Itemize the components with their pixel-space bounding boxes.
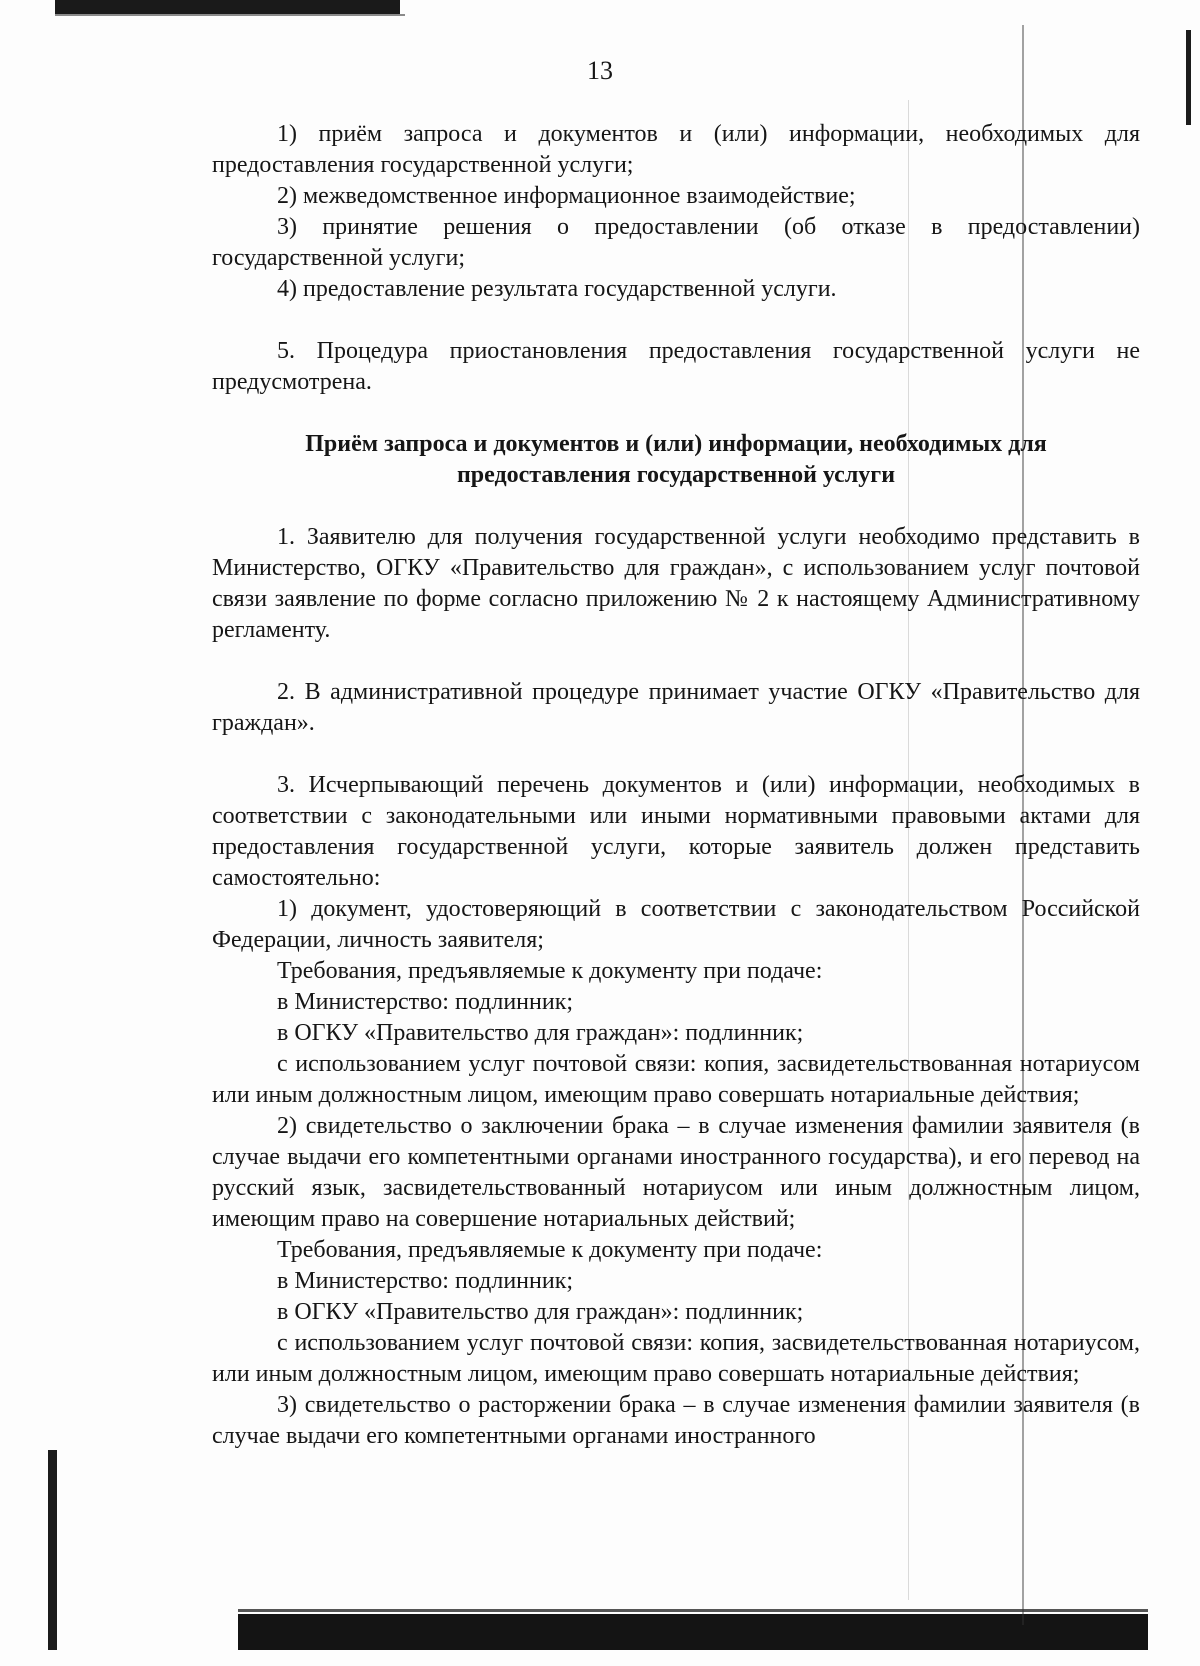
spacer <box>212 491 1140 522</box>
spacer <box>212 398 1140 429</box>
paragraph-2: 2. В административной процедуре принимает участие ОГКУ «Правительство для граждан». <box>212 679 1140 736</box>
scan-edge-left <box>48 1450 57 1650</box>
paragraph-1: 1. Заявителю для получения государственной услуги необходимо представить в Министерство, ОГКУ «Правительство для граждан», с использованием услуг почтовой связи заявление по форме согласно приложению № 2 к настоящему Административному регламенту. <box>212 524 1140 643</box>
document-item-2: 2) свидетельство о заключении брака – в случае изменения фамилии заявителя (в случае выдачи его компетентными органами иностранного государства), и его перевод на русский язык, засвидетельствованный нотариусом или иным должностным лицом, имеющим право на совершение нотариальных действий; <box>212 1113 1140 1232</box>
requirement-post: с использованием услуг почтовой связи: копия, засвидетельствованная нотариусом или иным должностным лицом, имеющим право совершать нотариальные действия; <box>212 1051 1140 1108</box>
scan-edge-top <box>55 0 400 14</box>
list-item-4: 4) предоставление результата государственной услуги. <box>277 276 837 302</box>
spacer <box>212 646 1140 677</box>
scan-edge-bottom <box>238 1614 1148 1650</box>
requirement-ministry: в Министерство: подлинник; <box>277 1268 574 1294</box>
section-heading-line-2: предоставления государственной услуги <box>456 462 896 488</box>
list-item-1: 1) приём запроса и документов и (или) информации, необходимых для предоставления государственной услуги; <box>212 121 1140 178</box>
section-heading-line-1: Приём запроса и документов и (или) информации, необходимых для <box>305 431 1047 457</box>
document-body <box>212 119 1140 1452</box>
list-item-3: 3) принятие решения о предоставлении (об отказе в предоставлении) государственной услуги; <box>212 214 1140 271</box>
requirements-title: Требования, предъявляемые к документу при подаче: <box>277 958 823 984</box>
requirements-title: Требования, предъявляемые к документу при подаче: <box>277 1237 823 1263</box>
requirement-ministry: в Министерство: подлинник; <box>277 989 574 1015</box>
requirement-ogku: в ОГКУ «Правительство для граждан»: подлинник; <box>277 1020 804 1046</box>
document-item-1: 1) документ, удостоверяющий в соответствии с законодательством Российской Федерации, личность заявителя; <box>212 896 1140 953</box>
requirement-ogku: в ОГКУ «Правительство для граждан»: подлинник; <box>277 1299 804 1325</box>
spacer <box>212 739 1140 770</box>
requirement-post: с использованием услуг почтовой связи: копия, засвидетельствованная нотариусом, или иным должностным лицом, имеющим право совершать нотариальные действия; <box>212 1330 1140 1387</box>
document-item-3: 3) свидетельство о расторжении брака – в случае изменения фамилии заявителя (в случае выдачи его компетентными органами иностранного <box>212 1392 1140 1449</box>
list-item-2: 2) межведомственное информационное взаимодействие; <box>277 183 856 209</box>
spacer <box>212 305 1140 336</box>
paragraph-3: 3. Исчерпывающий перечень документов и (или) информации, необходимых в соответствии с законодательными или иными нормативными правовыми актами для предоставления государственной услуги, которые заявитель должен представить самостоятельно: <box>212 772 1140 891</box>
page-number: 13 <box>587 56 613 85</box>
scan-edge-bottom-line <box>238 1609 1148 1612</box>
paragraph-5: 5. Процедура приостановления предоставления государственной услуги не предусмотрена. <box>212 338 1140 395</box>
scan-edge-top-line <box>55 14 405 16</box>
